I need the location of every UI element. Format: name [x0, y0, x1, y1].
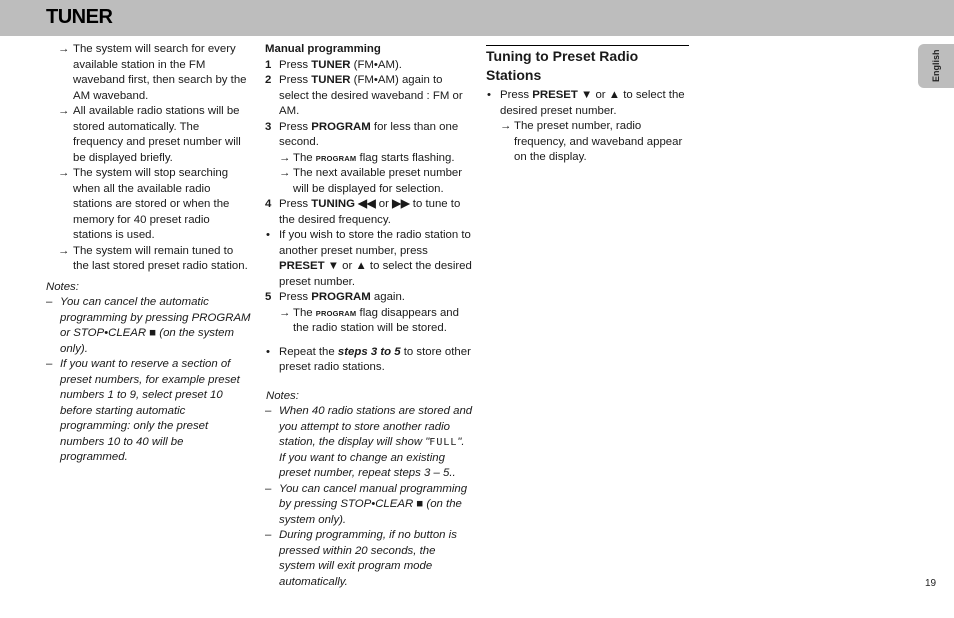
- dash-marker: –: [265, 482, 272, 495]
- step-text: for less than one second.: [279, 120, 459, 148]
- step-item: [265, 290, 473, 306]
- button-name: PROGRAM: [311, 291, 371, 303]
- step-item: [265, 58, 473, 74]
- note-item: [265, 404, 473, 482]
- bullet-item: [486, 88, 689, 119]
- arrow-icon: →: [58, 167, 70, 179]
- section-title: Tuning to Preset Radio Stations: [486, 45, 689, 84]
- language-label: English: [931, 49, 941, 82]
- step-text: Press: [279, 291, 312, 303]
- arrow-icon: →: [279, 151, 291, 164]
- arrow-icon: →: [58, 43, 70, 55]
- dash-marker: –: [265, 529, 272, 541]
- fast-forward-icon: ▶▶: [392, 198, 410, 210]
- step-result: [265, 151, 473, 167]
- display-flag: PROGRAM: [315, 308, 357, 318]
- bullet-marker: •: [266, 229, 270, 241]
- note-text: ". If you want to change an existing preset number, repeat steps 3 – 5..: [279, 436, 465, 479]
- list-item: [46, 166, 251, 244]
- bullet-text: If you wish to store the radio station to another preset number, press: [279, 229, 471, 257]
- note-text: If you want to reserve a section of preset numbers, for example preset numbers 1 to 9, select preset 10 before starting automatic programming: only the preset numbers 10 to 40 will be programmed.: [60, 358, 240, 463]
- list-item-text: All available radio stations will be stored automatically. The frequency and preset number will be displayed briefly.: [73, 105, 241, 164]
- arrow-icon: →: [58, 105, 70, 117]
- step-item: [265, 120, 473, 151]
- dash-marker: –: [46, 358, 53, 370]
- button-name: TUNER: [311, 58, 351, 71]
- notes-heading: Notes:: [46, 280, 79, 293]
- list-item: [46, 42, 251, 104]
- note-item: [265, 482, 473, 529]
- arrow-icon: →: [500, 120, 512, 132]
- step-text: The preset number, radio frequency, and waveband appear on the display.: [514, 120, 683, 163]
- step-text: Press: [279, 74, 312, 86]
- step-text: The: [293, 306, 316, 319]
- list-item: [46, 104, 251, 166]
- step-text: (FM•AM) again to select the desired waveband : FM or AM.: [279, 74, 463, 117]
- list-item-text: The system will search for every available station in the FM waveband first, then search by the AM waveband.: [73, 43, 247, 102]
- section-heading: Manual programming: [265, 43, 381, 55]
- button-name: PRESET: [532, 89, 578, 101]
- step-text: or: [375, 198, 393, 210]
- step-item: [265, 197, 473, 228]
- page-number: 19: [925, 578, 937, 589]
- step-text: flag starts flashing.: [356, 151, 455, 164]
- dash-marker: –: [265, 405, 272, 417]
- button-name: TUNING ◀◀: [311, 198, 376, 210]
- note-item: [46, 295, 251, 357]
- arrow-icon: →: [279, 306, 291, 319]
- column-automatic-programming: [46, 42, 251, 466]
- bullet-marker: •: [487, 89, 491, 101]
- arrow-icon: →: [279, 167, 291, 179]
- column-preset-stations: [486, 45, 689, 166]
- list-item-text: The system will remain tuned to the last stored preset radio station.: [73, 244, 248, 272]
- step-text: The next available preset number will be displayed for selection.: [293, 167, 463, 195]
- lcd-display-text: FULL: [429, 437, 458, 448]
- step-result: [265, 166, 473, 197]
- display-flag: PROGRAM: [315, 153, 357, 163]
- step-text: again.: [370, 291, 405, 303]
- button-name: TUNER: [311, 74, 351, 86]
- notes-heading: Notes:: [266, 389, 299, 402]
- step-result: [265, 306, 473, 337]
- step-text: flag disappears and the radio station will be stored.: [293, 306, 459, 334]
- step-text: The: [293, 151, 316, 164]
- arrow-icon: →: [58, 244, 70, 257]
- bullet-marker: •: [266, 345, 270, 358]
- note-item: [46, 357, 251, 466]
- note-text: When 40 radio stations are stored and you attempt to store another radio station, the display will show ": [279, 405, 473, 448]
- column-manual-programming: [265, 42, 473, 590]
- bullet-text: ▼ or ▲ to select the desired preset number.: [279, 260, 472, 288]
- page-title: TUNER: [46, 6, 113, 28]
- bullet-text: Press: [500, 89, 533, 101]
- step-reference: steps 3 to 5: [337, 345, 401, 358]
- step-number: 4: [265, 198, 272, 210]
- step-result: [486, 119, 689, 166]
- step-text: Press: [279, 198, 312, 210]
- step-text: Press: [279, 58, 312, 71]
- bullet-item: [265, 345, 473, 376]
- step-text: (FM•AM).: [350, 58, 402, 71]
- bullet-text: Repeat the: [279, 345, 338, 358]
- step-number: 5: [265, 291, 272, 303]
- bullet-text: to store other preset radio stations.: [279, 345, 471, 373]
- note-text: During programming, if no button is pressed within 20 seconds, the system will exit program mode automatically.: [279, 529, 457, 588]
- button-name: PRESET: [279, 260, 325, 272]
- bullet-text: ▼ or ▲ to select the desired preset number.: [500, 89, 685, 117]
- bullet-item: [265, 228, 473, 290]
- step-number: 2: [265, 74, 272, 86]
- language-tab: [918, 44, 954, 88]
- list-item-text: The system will stop searching when all the available radio stations are stored or when the memory for 40 preset radio stations is used.: [73, 167, 230, 241]
- header-bar: [0, 0, 954, 36]
- button-name: PROGRAM: [311, 120, 371, 133]
- step-text: to tune to the desired frequency.: [279, 198, 461, 226]
- note-text: You can cancel the automatic programming by pressing PROGRAM or STOP•CLEAR ■ (on the system only).: [60, 296, 251, 355]
- step-item: [265, 73, 473, 120]
- step-text: Press: [279, 120, 312, 133]
- step-number: 1: [265, 58, 272, 71]
- list-item: [46, 244, 251, 275]
- note-item: [265, 528, 473, 590]
- dash-marker: –: [46, 296, 53, 308]
- step-number: 3: [265, 120, 272, 133]
- note-text: You can cancel manual programming by pressing STOP•CLEAR ■ (on the system only).: [279, 482, 468, 526]
